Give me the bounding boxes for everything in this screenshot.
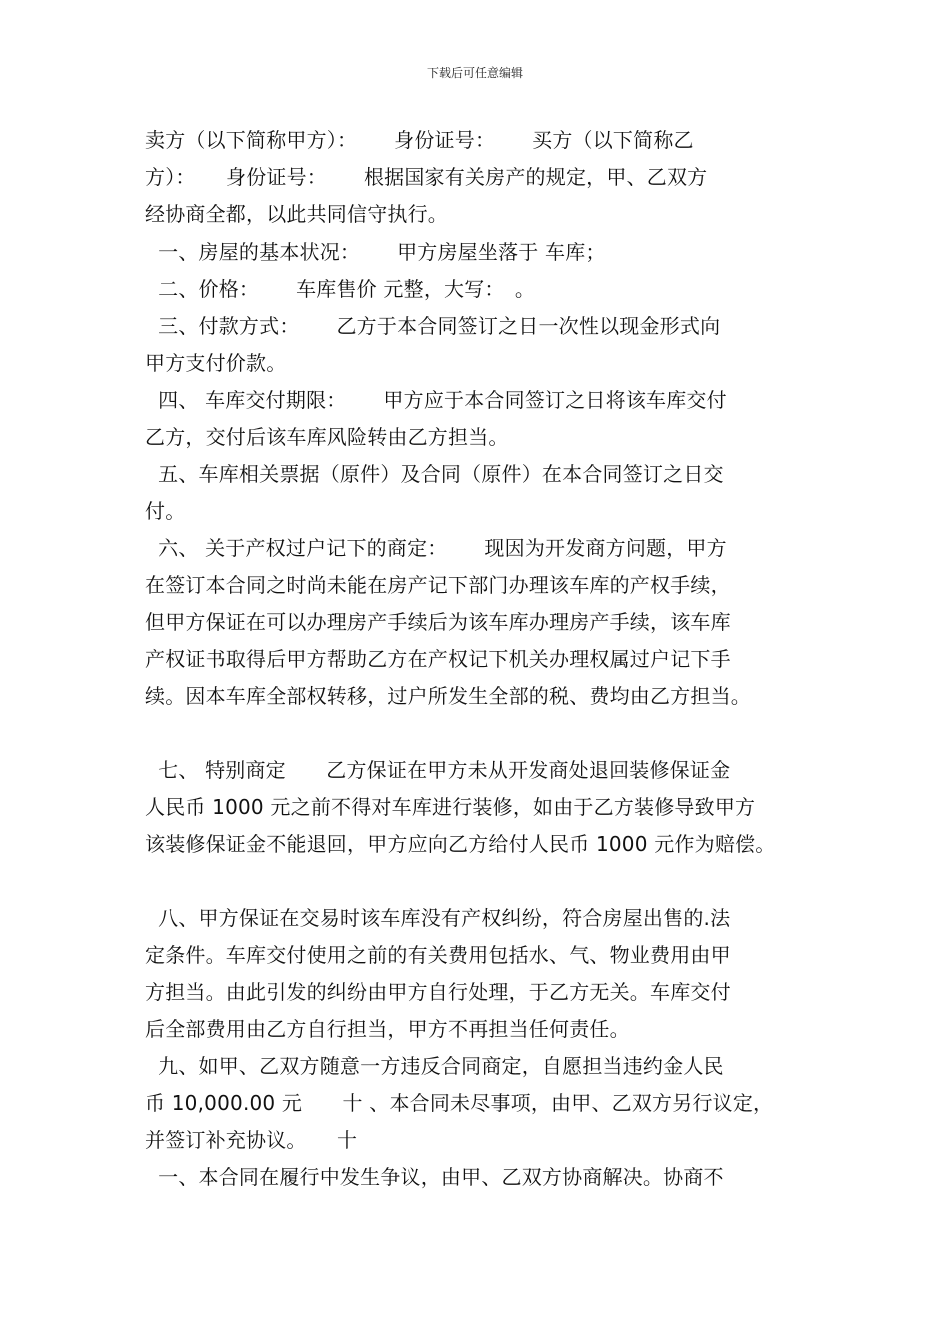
text-line: 四、 车库交付期限： 甲方应于本合同签订之日将该车库交付: [145, 388, 727, 412]
text-line: 六、 关于产权过户记下的商定： 现因为开发商方问题，甲方: [145, 536, 727, 560]
text-line: 付。: [145, 499, 186, 523]
text-line: 乙方，交付后该车库风险转由乙方担当。: [145, 425, 509, 449]
text-line: 续。因本车库全部权转移，过户所发生全部的税、费均由乙方担当。: [145, 684, 751, 708]
text-line: 币 10,000.00 元 十 、本合同未尽事项，由甲、乙双方另行议定，: [145, 1091, 774, 1115]
text-line: 但甲方保证在可以办理房产手续后为该车库办理房产手续，该车库: [145, 610, 731, 634]
text-line: 在签订本合同之时尚未能在房产记下部门办理该车库的产权手续，: [145, 573, 731, 597]
text-line: 人民币 1000 元之前不得对车库进行装修，如由于乙方装修导致甲方: [145, 795, 756, 819]
text-line: 一、房屋的基本状况： 甲方房屋坐落于 车库；: [145, 240, 606, 264]
text-line: 并签订补充协议。 十: [145, 1128, 358, 1152]
text-line: 经协商全都，以此共同信守执行。: [145, 202, 448, 226]
page-header: 下载后可任意编辑: [426, 66, 523, 80]
text-line: 三、付款方式： 乙方于本合同签订之日一次性以现金形式向: [145, 314, 721, 338]
text-line: 该装修保证金不能退回，甲方应向乙方给付人民币 1000 元作为赔偿。: [145, 832, 776, 856]
text-line: 方）： 身份证号： 根据国家有关房产的规定，甲、乙双方: [145, 165, 708, 189]
text-line: 九、如甲、乙双方随意一方违反合同商定，自愿担当违约金人民: [145, 1054, 724, 1078]
text-line: 八、甲方保证在交易时该车库没有产权纠纷，符合房屋出售的.法: [145, 906, 731, 930]
text-line: 一、本合同在履行中发生争议，由甲、乙双方协商解决。协商不: [145, 1165, 724, 1189]
text-line: 五、车库相关票据（原件）及合同（原件）在本合同签订之日交: [145, 462, 724, 486]
text-line: 方担当。由此引发的纠纷由甲方自行处理，于乙方无关。车库交付: [145, 980, 731, 1004]
text-line: 卖方（以下简称甲方）： 身份证号： 买方（以下简称乙: [145, 128, 694, 152]
text-line: 甲方支付价款。: [145, 351, 287, 375]
text-line: 产权证书取得后甲方帮助乙方在产权记下机关办理权属过户记下手: [145, 647, 731, 671]
text-line: 二、价格： 车库售价 元整，大写： 。: [145, 277, 536, 301]
text-line: 定条件。车库交付使用之前的有关费用包括水、气、物业费用由甲: [145, 943, 731, 967]
text-line: 后全部费用由乙方自行担当，甲方不再担当任何责任。: [145, 1017, 630, 1041]
text-line: 七、 特别商定 乙方保证在甲方未从开发商处退回装修保证金: [145, 758, 731, 782]
